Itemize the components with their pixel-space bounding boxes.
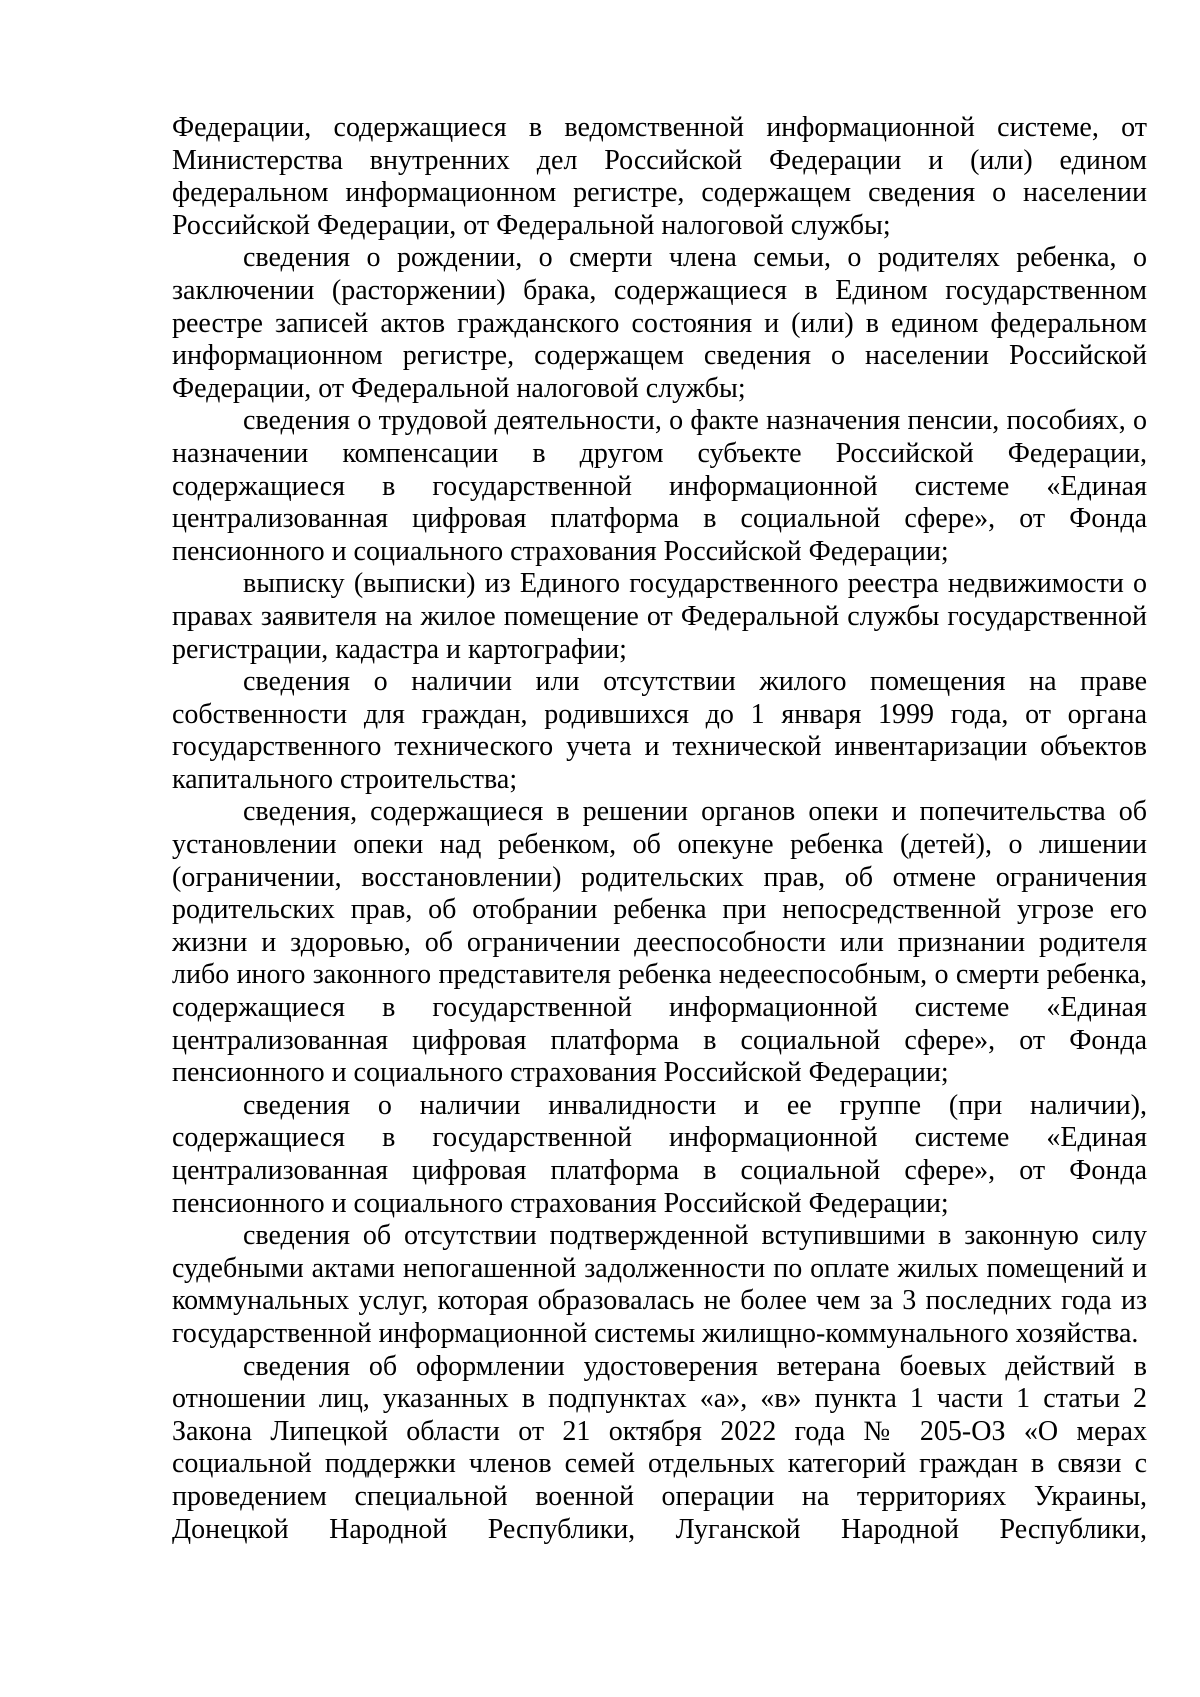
paragraph-2: сведения о рождении, о смерти члена семьи, о родителях ребенка, о заключении (расторжении) брака, содержащиеся в Едином государственном реестре записей актов гражданского состояния и (или) в едином федеральном информационном регистре, содержащем сведения о населении Российской Федерации, от Федеральной налоговой службы;	[172, 242, 1147, 404]
paragraph-5: сведения о наличии или отсутствии жилого помещения на праве собственности для граждан, родившихся до 1 января 1999 года, от органа государственного технического учета и технической инвентаризации объектов капитального строительства;	[172, 666, 1147, 795]
paragraph-6: сведения, содержащиеся в решении органов опеки и попечительства об установлении опеки над ребенком, об опекуне ребенка (детей), о лишении (ограничении, восстановлении) родительских прав, об отмене ограничения родительских прав, об отобрании ребенка при непосредственной угрозе его жизни и здоровью, об ограничении дееспособности или признании родителя либо иного законного представителя ребенка недееспособным, о смерти ребенка, содержащиеся в государственной информационной системе «Единая централизованная цифровая платформа в социальной сфере», от Фонда пенсионного и социального страхования Российской Федерации;	[172, 796, 1147, 1089]
paragraph-9: сведения об оформлении удостоверения ветерана боевых действий в отношении лиц, указанных в подпунктах «а», «в» пункта 1 части 1 статьи 2 Закона Липецкой области от 21 октября 2022 года № 205-ОЗ «О мерах социальной поддержки членов семей отдельных категорий граждан в связи с проведением специальной военной операции на территориях Украины, Донецкой Народной Республики, Луганской Народной Республики,	[172, 1350, 1147, 1545]
paragraph-1: Федерации, содержащиеся в ведомственной информационной системе, от Министерства внутренних дел Российской Федерации и (или) едином федеральном информационном регистре, содержащем сведения о населении Российской Федерации, от Федеральной налоговой службы;	[172, 112, 1147, 241]
paragraph-4: выписку (выписки) из Единого государственного реестра недвижимости о правах заявителя на жилое помещение от Федеральной службы государственной регистрации, кадастра и картографии;	[172, 568, 1147, 665]
paragraph-8: сведения об отсутствии подтвержденной вступившими в законную силу судебными актами непогашенной задолженности по оплате жилых помещений и коммунальных услуг, которая образовалась не более чем за 3 последних года из государственной информационной системы жилищно-коммунального хозяйства.	[172, 1220, 1147, 1349]
document-body	[172, 112, 1147, 1546]
paragraph-3: сведения о трудовой деятельности, о факте назначения пенсии, пособиях, о назначении компенсации в другом субъекте Российской Федерации, содержащиеся в государственной информационной системе «Единая централизованная цифровая платформа в социальной сфере», от Фонда пенсионного и социального страхования Российской Федерации;	[172, 405, 1147, 567]
paragraph-7: сведения о наличии инвалидности и ее группе (при наличии), содержащиеся в государственной информационной системе «Единая централизованная цифровая платформа в социальной сфере», от Фонда пенсионного и социального страхования Российской Федерации;	[172, 1089, 1147, 1219]
